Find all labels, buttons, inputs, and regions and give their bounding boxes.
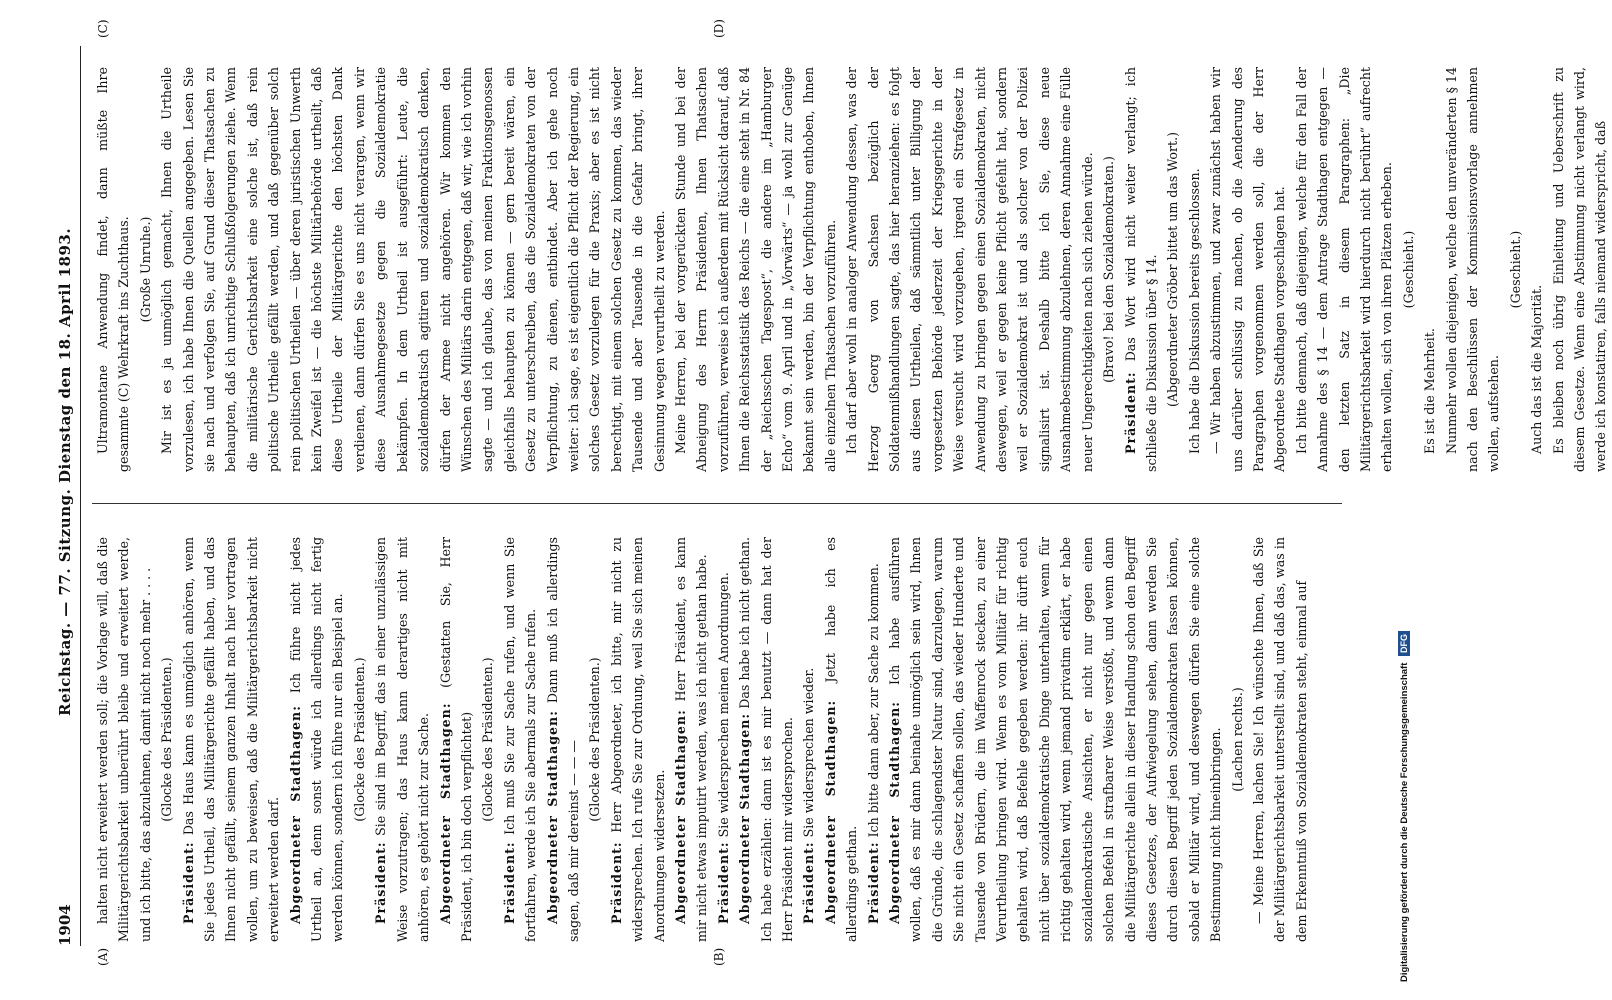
margin-letter-a: (A): [96, 947, 110, 966]
speaker-name: Präsident:: [180, 841, 196, 924]
speaker-name: Abgeordneter Stadthagen:: [287, 705, 303, 924]
paragraph-text: Das habe ich nicht gethan. Ich habe erzählen: dann ist es mir benutzt — dann hat der Herr Präsident mir widersprochen.: [737, 537, 795, 942]
paragraph: [1548, 67, 1612, 472]
paragraph: [542, 537, 585, 942]
paragraph-text: Dann muß ich allerdings sagen, daß mir dereinst — — —: [544, 537, 581, 942]
speaker-name: Abgeordneter Stadthagen:: [887, 701, 903, 924]
speaker-name: Präsident:: [501, 841, 517, 924]
paragraph-text: (Glocke des Präsidenten.): [587, 657, 603, 822]
column-divider: [92, 503, 1342, 504]
paragraph-text: halten nicht erweitert werden soll; die Vorlage will, daß die Militärgerichtsbarkeit unberührt bleibe und erweitert werde, und ich bitte, das abzulehnen, damit nicht noch mehr . . . .: [95, 537, 153, 942]
paragraph: [92, 67, 135, 472]
paragraph: [884, 537, 1227, 942]
speaker-name: Präsident:: [865, 841, 881, 924]
paragraph-text: Ich muß Sie zur Sache rufen, und wenn Sie fortfahren, werde ich Sie abermals zur Sache rufen.: [501, 537, 539, 942]
paragraph-text: Ich führe nicht jedes Urtheil an, denn sonst würde ich allerdings nicht fertig werden können, sondern ich führe nur ein Beispiel an.: [287, 537, 346, 942]
paragraph: [178, 537, 285, 942]
stage-direction: [1162, 67, 1183, 472]
paragraph-text: (Große Unruhe.): [137, 216, 153, 323]
right-text-column: [92, 67, 1609, 472]
paragraph-text: Es bleiben noch übrig Einleitung und Ueberschrift zu diesem Gesetze. Wenn eine Abstimmung nicht verlangt wird, werde ich konstatiren, falls niemand widerspricht, daß: [1550, 67, 1609, 472]
speaker-name: Präsident:: [715, 841, 731, 924]
stage-direction: [584, 537, 605, 942]
paragraph-text: Sie widersprechen meinen Anordnungen.: [715, 572, 731, 842]
stage-direction: [477, 537, 498, 942]
paragraph: [1291, 67, 1398, 472]
speaker-name: Abgeordneter Stadthagen:: [672, 709, 688, 924]
paragraph-text: Herr Abgeordneter, ich bitte, mir nicht zu widersprechen. Ich rufe Sie zur Ordnung, weil Sie sich meinen Anordnungen widersetzen.: [608, 537, 667, 942]
paragraph: [1120, 67, 1163, 472]
paragraph: [92, 537, 156, 942]
page-header: [52, 46, 81, 946]
paragraph-text: Ich darf aber wohl in analoger Anwendung dessen, was der Herzog Georg von Sachsen bezüglich der Soldatenmißhandlungen sagte, das hier heranziehen: es folgt aus diesen Urtheilen, daß sämmtlich unter Billigung der vorgesetzten Behörde jederzeit der Kriegsgerichte in der Weise versucht wird vorzugehen, irgend ein Strafgesetz in Anwendung zu bringen gegen einen Sozialdemokraten, nicht deswegen, weil er gegen keine Pflicht gefehlt hat, sondern weil er Sozialdemokrat ist und als solcher von der Polizei signalisirt ist. Deshalb bitte ich Sie, diese neue Ausnahmebestimmung abzulehnen, deren Annahme eine Fülle neuer Ungerechtigkeiten nach sich ziehen würde.: [844, 67, 1095, 472]
paragraph: [285, 537, 349, 942]
margin-letter-d: (D): [712, 19, 726, 38]
paragraph: [499, 537, 542, 942]
paragraph-text: (Gestatten Sie, Herr Präsident, ich bin doch verpflichtet): [437, 537, 474, 942]
paragraph-text: (Geschieht.): [1400, 230, 1416, 309]
speaker-name: Abgeordneter Stadthagen:: [437, 702, 453, 924]
paragraph: [713, 537, 734, 942]
stage-direction: [1227, 537, 1248, 942]
paragraph: [1526, 67, 1547, 472]
paragraph-text: Nunmehr wollen diejenigen, welche den unveränderten § 14 nach den Beschlüssen der Kommissionsvorlage annehmen wollen, aufstehen.: [1443, 67, 1502, 472]
paragraph-text: (Lachen rechts.): [1229, 687, 1245, 792]
paragraph: [1184, 67, 1205, 472]
paragraph-text: Das Wort wird nicht weiter verlangt; ich schließe die Diskussion über § 14.: [1122, 67, 1159, 472]
stage-direction: [1505, 67, 1526, 472]
paragraph: [863, 537, 884, 942]
speaker-name: Abgeordneter Stadthagen:: [822, 699, 838, 924]
stage-direction: [349, 537, 370, 942]
paragraph: [1248, 537, 1312, 942]
speaker-name: Abgeordneter Stadthagen:: [544, 710, 560, 924]
dfg-logo: DFG: [1398, 631, 1410, 656]
paragraph-text: Es ist die Mehrheit.: [1422, 328, 1438, 454]
speaker-name: Präsident:: [373, 841, 389, 924]
paragraph: [156, 67, 670, 472]
paragraph-text: Ich bitte dann aber, zur Sache zu kommen.: [865, 563, 881, 842]
paragraph: [1205, 67, 1291, 472]
paragraph-text: Jetzt habe ich es allerdings gethan.: [822, 536, 860, 942]
paragraph: [370, 537, 434, 942]
page-title: Reichstag. — 77. Sitzung. Dienstag den 18. April 1893.: [56, 227, 74, 716]
paragraph: [670, 537, 713, 942]
paragraph-text: Herr Präsident, es kann mir nicht etwas imputirt werden, was ich nicht gethan habe.: [672, 536, 710, 942]
speaker-name: Abgeordneter Stadthagen:: [737, 712, 753, 924]
paragraph-text: (Glocke des Präsidenten.): [159, 657, 175, 822]
digitization-note: Digitalisierung gefördert durch die Deutsche Forschungsgemeinschaft: [1399, 662, 1410, 982]
paragraph-text: — Meine Herren, lachen Sie! Ich wünschte Ihnen, daß Sie der Militärgerichtsbarkeit unterstellt sind, und daß das, was in dem Erkenntniß von Sozialdemokraten steht, einmal auf: [1250, 537, 1309, 942]
paragraph-text: Auch das ist die Majorität.: [1529, 284, 1545, 454]
paragraph-text: Ich bitte demnach, daß diejenigen, welche für den Fall der Annahme des § 14 — dem Antrage Stadthagen entgegen — den letzten Satz in diesem Paragraphen: „Die Militärgerichtsbarkeit wird hierdurch nicht berührt“ aufrecht erhalten wollen, sich von ihren Plätzen erheben.: [1293, 67, 1395, 472]
margin-letter-b: (B): [712, 947, 726, 966]
page-number: 1904: [56, 904, 74, 946]
paragraph-text: Sie widersprechen wieder.: [801, 667, 817, 842]
paragraph-text: Das Haus kann es unmöglich anhören, wenn Sie jedes Urtheil, das Militärgerichte gefällt haben, und das Ihnen nicht gefällt, seinem ganzen Inhalt nach hier vortragen wollen, um zu beweisen, daß die Militärgerichtsbarkeit nicht erweitert werden darf.: [180, 537, 282, 942]
paragraph: [606, 537, 670, 942]
stage-direction: [135, 67, 156, 472]
paragraph: [841, 67, 1098, 472]
stage-direction: [1098, 67, 1119, 472]
paragraph-text: (Geschieht.): [1507, 230, 1523, 309]
speaker-name: Präsident:: [608, 841, 624, 924]
paragraph: [798, 537, 819, 942]
speaker-name: Präsident:: [801, 841, 817, 924]
left-text-column: [92, 537, 1342, 942]
paragraph: [734, 537, 798, 942]
stage-direction: [1398, 67, 1419, 472]
paragraph-text: Mir ist es ja unmöglich gemacht, Ihnen die Urtheile vorzulesen, ich habe Ihnen die Quellen angegeben. Lesen Sie sie nach und verfolgen Sie, auf Grund dieser Thatsachen zu behaupten, daß ich unrichtige Schlußfolgerungen ziehe. Wenn die militärische Gerichtsbarkeit eine solche ist, daß rein politische Urtheile gefällt werden, und daß gegenüber solch rein politischen Urtheilen — über deren juristischen Unwerth kein Zweifel ist — die höchste Militärbehörde urtheilt, daß diese Urtheile der Militärgerichte den höchsten Dank verdienen, dann dürfen Sie es uns nicht verargen, wenn wir diese Ausnahmegesetze gegen die Sozialdemokratie bekämpfen. In dem Urtheil ist ausgeführt: Leute, die sozialdemokratisch agitiren und sozialdemokratisch denken, dürfen der Armee nicht angehören. Wir kommen den Wünschen des Militärs darin entgegen, daß wir, wie ich vorhin sagte — und ich glaube, das von meinen Fraktionsgenossen gleichfalls behaupten zu können — gern bereit wären, ein Gesetz zu unterschreiben, das die Sozialdemokraten von der Verpflichtung, zu dienen, entbindet. Aber ich gehe noch weiter: ich sage, es ist eigentlich die Pflicht der Regierung, ein solches Gesetz vorzulegen für die Praxis; aber es ist nicht berechtigt, mit einem solchen Gesetz zu kommen, das wieder Tausende und aber Tausende in die Gefahr bringt, ihrer Gesinnung wegen verurtheilt zu werden.: [159, 67, 667, 472]
digitization-footer: [1398, 631, 1410, 982]
paragraph: [435, 537, 478, 942]
paragraph: [820, 537, 863, 942]
paragraph-text: — Wir haben abzustimmen, und zwar zunächst haben wir uns darüber schlüssig zu machen, ob die Aenderung des Paragraphen vorgenommen werden soll, die der Herr Abgeordnete Stadthagen vorgeschlagen hat.: [1208, 67, 1288, 472]
paragraph-text: (Glocke des Präsidenten.): [480, 657, 496, 822]
paragraph-text: Ich habe ausführen wollen, daß es mir dann beinahe unmöglich sein wird, Ihnen die Gründe, die schlagendster Natur sind, darzulegen, warum Sie nicht ein Gesetz schaffen sollen, das wieder Hunderte und Tausende von Brüdern, die im Waffenrock stecken, zu einer Verurtheilung bringen wird. Wenn es vom Militär für richtig gehalten wird, daß Befehle gegeben werden: ihr dürft euch nicht über sozialdemokratische Dinge unterhalten, wenn für richtig gehalten wird, wenn jemand privatim erklärt, er habe sozialdemokratische Ansichten, er nicht nur gegen einen solchen Befehl in strafbarer Weise verstößt, und wenn dann die Militärgerichte allein in dieser Handlung schon den Begriff dieses Gesetzes, der Aufwiegelung sehen, dann werden Sie durch diesen Begriff jeden Sozialdemokraten fassen können, sobald er Militär wird, und deswegen dürfen Sie eine solche Bestimmung nicht hineinbringen.: [887, 537, 1224, 942]
paragraph-text: (Glocke des Präsidenten.): [351, 657, 367, 822]
paragraph-text: Sie sind im Begriff, das in einer unzulässigen Weise vorzutragen; das Haus kann derartiges nicht mit anhören, es gehört nicht zur Sache.: [373, 537, 432, 942]
paragraph-text: (Bravo! bei den Sozialdemokraten.): [1101, 156, 1117, 383]
paragraph: [1441, 67, 1505, 472]
paragraph: [1419, 67, 1440, 472]
paragraph-text: Ultramontane Anwendung findet, dann müßte Ihre gesammte (C) Wehrkraft ins Zuchthaus.: [95, 67, 132, 472]
stage-direction: [156, 537, 177, 942]
paragraph-text: Ich habe die Diskussion bereits geschlossen.: [1186, 168, 1202, 454]
margin-letter-c: (C): [96, 19, 110, 38]
paragraph: [670, 67, 841, 472]
paragraph-text: (Abgeordneter Gröber bittet um das Wort.): [1165, 131, 1181, 408]
paragraph-text: Meine Herren, bei der vorgerückten Stunde und bei der Abneigung des Herrn Präsidenten, Ihnen Thatsachen vorzuführen, verweise ich außerdem mit Rücksicht darauf, daß Ihnen die Reichsstatistik des Reichs — die eine steht in Nr. 84 der „Reichsschen Tagespost“, die andere im „Hamburger Echo“ vom 9. April und in „Vorwärts“ — ja wohl zur Genüge bekannt sein werden, bin der Verpflichtung enthoben, Ihnen alle einzelnen Thatsachen vorzuführen.: [672, 67, 838, 472]
speaker-name: Präsident:: [1122, 371, 1138, 454]
